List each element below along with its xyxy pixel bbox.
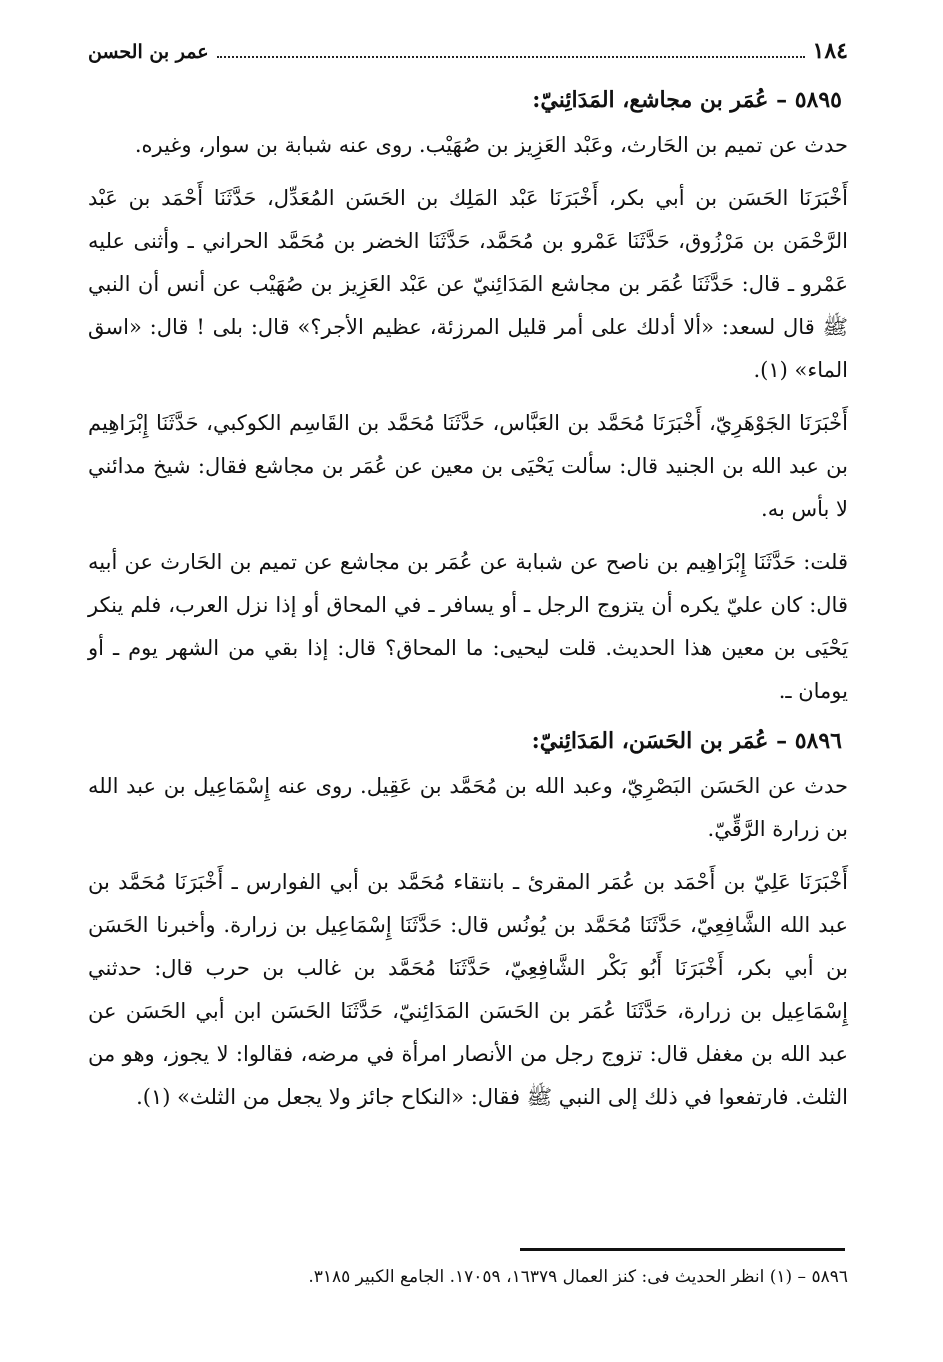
paragraph: أَخْبَرَنَا عَلِيّ بن أَحْمَد بن عُمَر المقرئ ـ بانتقاء مُحَمَّد بن أبي الفوارس ـ أَخْبَرَنَا مُحَمَّد بن عبد الله الشَّافِعِيّ، حَدَّثَنَا مُحَمَّد بن يُونُس قال: حَدَّثَنَا إِسْمَاعِيل بن زرارة. وأخبرنا الحَسَن بن أبي بكر، أَخْبَرَنَا أَبُو بَكْر الشَّافِعِيّ، حَدَّثَنَا مُحَمَّد بن غالب بن حرب قال: حدثني إِسْمَاعِيل بن زرارة، حَدَّثَنَا عُمَر بن الحَسَن المَدَائِنيّ، حَدَّثَنَا الحَسَن ابن أبي الحَسَن عن عبد الله بن مغفل قال: تزوج رجل من الأنصار امرأة في مرضه، فقالوا: لا يجوز، وهو من الثلث. فارتفعوا في ذلك إلى النبي ﷺ فقال: «النكاح جائز ولا يجعل من الثلث» (١). [88,870,848,1109]
paragraph: أَخْبَرَنَا الجَوْهَرِيّ، أَخْبَرَنَا مُحَمَّد بن العَبَّاس، حَدَّثَنَا مُحَمَّد بن القَاسِم الكوكبي، حَدَّثَنَا إِبْرَاهِيم بن عبد الله بن الجنيد قال: سألت يَحْيَى بن معين عن عُمَر بن مجاشع فقال: شيخ مدائني لا بأس به. [88,411,848,521]
footnote-divider [520,1248,845,1251]
entry-heading: ٥٨٩٥ – عُمَر بن مجاشع، المَدَائِنيّ: [532,87,842,113]
paragraph: أَخْبَرَنَا الحَسَن بن أبي بكر، أَخْبَرَنَا عَبْد المَلِك بن الحَسَن المُعَدِّل، حَدَّثَنَا أَحْمَد بن عَبْد الرَّحْمَن بن مَرْزُوق، حَدَّثَنَا عَمْرو بن مُحَمَّد، حَدَّثَنَا الخضر بن مُحَمَّد الحراني ـ وأثنى عليه عَمْرو ـ قال: حَدَّثَنَا عُمَر بن مجاشع المَدَائِنيّ عن عَبْد العَزِيز بن صُهَيْب عن أنس أن النبي ﷺ قال لسعد: «ألا أدلك على أمر قليل المرزئة، عظيم الأجر؟» قال: بلى ! قال: «اسق الماء» (١). [88,186,848,382]
paragraph: حدث عن تميم بن الحَارث، وعَبْد العَزِيز بن صُهَيْب. روى عنه شبابة بن سوار، وغيره. [134,133,848,157]
paragraph: حدث عن الحَسَن البَصْرِيّ، وعبد الله بن مُحَمَّد بن عَقِيل. روى عنه إِسْمَاعِيل بن عبد الله بن زرارة الرَّقِّيّ. [88,774,848,841]
running-title: عمر بن الحسن [88,41,209,63]
entry-heading: ٥٨٩٦ – عُمَر بن الحَسَن، المَدَائِنيّ: [531,728,842,754]
running-header [88,38,848,72]
paragraph: قلت: حَدَّثَنَا إِبْرَاهِيم بن ناصح عن شبابة عن عُمَر بن مجاشع عن تميم بن الحَارث عن أبيه قال: كان عليّ يكره أن يتزوج الرجل ـ أو يسافر ـ في المحاق أو إذا نزل العرب، فلم ينكر يَحْيَى بن معين هذا الحديث. قلت ليحيى: ما المحاق؟ قال: إذا بقي من الشهر يوم ـ أو يومان ـ. [88,550,848,703]
page-body [88,38,848,1129]
footnote: ٥٨٩٦ – (١) انظر الحديث فى: كنز العمال ١٦٣٧٩، ١٧٠٥٩. الجامع الكبير ٣١٨٥. [308,1267,848,1287]
page-number: ١٨٤ [812,38,848,64]
header-dotted-leader [217,55,805,58]
